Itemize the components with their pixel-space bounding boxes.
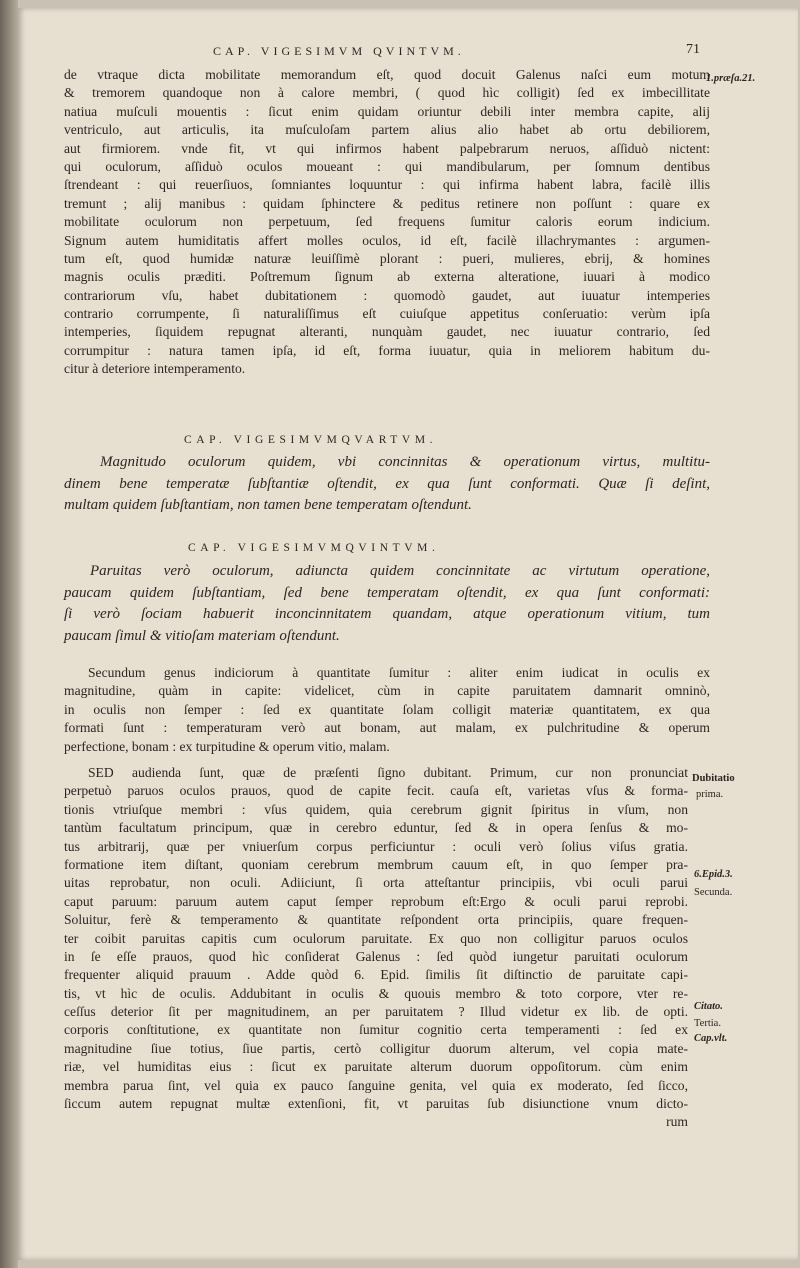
text-line: aut firmiorem. vnde fit, vt qui infirmos habent palpebrarum neruos, aſſiduò nictent: — [64, 140, 710, 156]
italic-line: ſi verò ſociam habuerit inconcinnitatem quandam, atque operationum vitium, tum — [64, 606, 710, 622]
chapter-24-text — [64, 452, 710, 517]
italic-line: paucam quidem ſubſtantiam, ſed bene temperatam oſtendit, ex qua ſunt conformati: — [64, 584, 710, 601]
text-line: formati ſunt : temperaturam verò aut bonam, aut malam, ex pulchritudine & operum — [64, 720, 710, 736]
book-gutter — [0, 0, 18, 1268]
chapter-25-text — [64, 561, 710, 647]
text-line: & tremorem quandoque non à calore membri, ( quod hìc colligit) ſed ex imbecillitate — [64, 85, 710, 101]
text-line: ſtrendeant : qui reuerſiuos, ſomniantes loquuntur : qui infirma habent labra, facilè illis — [64, 177, 710, 193]
margin-note-secunda: Secunda. — [694, 887, 733, 898]
text-line: ceſſus deterior ſit per magnitudinem, an per paruitatem ? Illud videtur ex lib. de opti. — [64, 1004, 688, 1020]
text-line: tus arbitrarij, quæ per vniuerſum corpus perficiuntur : oculi verò ſolius viſus gratia. — [64, 838, 688, 854]
text-line: tremunt ; alij manibus : quidam ſphinctere & peditus retinere non poſſunt : quare ex — [64, 195, 710, 211]
italic-line: multam quidem ſubſtantiam, non tamen bene temperatam oſtendunt. — [64, 497, 472, 513]
text-line: Signum autem humiditatis affert molles oculos, id eſt, facilè illachrymantes : argumen- — [64, 232, 710, 248]
text-line: Secundum genus indiciorum à quantitate ſumitur : aliter enim iudicat in oculis ex — [88, 665, 710, 680]
text-line: tantùm facultatum principum, quæ in cerebro eduntur, ſed & in opera ſenſus & mo- — [64, 820, 688, 836]
text-line: ſiccum autem repugnat multæ extenſioni, fit, vt paruitas ſub disiunctione vnum dicto- — [64, 1096, 688, 1112]
text-line: intemperies, ſiquidem repugnat alteranti, nunquàm gaudet, nec iuuatur contrario, ſed — [64, 324, 710, 340]
text-line: frequenter aliquid prauum . Adde quòd 6. Epid. ſimilis ſit diſtinctio de paruitate capi- — [64, 967, 688, 983]
text-line: magnis oculis præditi. Poſtremum ſignum ab externa alteratione, iuuari à modico — [64, 269, 710, 285]
paragraph-middle — [64, 664, 710, 756]
text-line: Soluitur, ferè & temperamento & quantitate reſpondent orta principiis, quare frequen- — [64, 912, 688, 928]
text-line: perfectione, bonam : ex turpitudine & operum vitio, malam. — [64, 738, 390, 754]
text-line: de vtraque dicta mobilitate memorandum eſt, quod docuit Galenus naſci eum motum — [64, 67, 710, 82]
margin-note-capvlt: Cap.vlt. — [694, 1033, 728, 1044]
text-line: tis, vt hìc de oculis. Addubitant in oculis & quouis membro & toto corpore, vter re- — [64, 985, 688, 1001]
text-line: qui oculorum, aſſiduò oculos moueant : qui mandibularum, per ſomnum dentibus — [64, 158, 710, 174]
text-line: SED audienda ſunt, quæ de præſenti ſigno dubitant. Primum, cur non pronunciat — [88, 765, 688, 780]
text-line: contrariorum vſu, habet dubitationem : quomodò gaudet, aut iuuatur intemperies — [64, 287, 710, 303]
running-head: CAP. VIGESIMVM QVINTVM. — [213, 44, 465, 58]
italic-line: paucam ſimul & vitioſam materiam oſtendunt. — [64, 627, 340, 644]
text-line: ter coibit paruitas capitis cum oculorum paruitate. Ex quo non colligitur paruos oculos — [64, 930, 688, 946]
text-line: tum eſt, quod humidæ naturæ leuiſſimè plorant : pueri, mulieres, ebrij, & homines — [64, 250, 710, 266]
text-line: natiua muſculi mouentis : ſicut enim quidam oriuntur debili inter membra capite, alij — [64, 103, 710, 119]
text-line: magnitudine, quàm in capite: videlicet, cùm in capite paruitatem damnarit omninò, — [64, 683, 710, 699]
margin-note-dubitatio: Dubitatio — [692, 773, 735, 784]
text-line: in ſe eſſe prauos, quod hìc conſiderat Galenus : ſed quòd iungetur paruitati oculorum — [64, 948, 688, 964]
text-line: formatione item diſtant, quoniam cerebrum membrum cauum eſt, in quo ſemper pra- — [64, 856, 688, 872]
text-line: citur à deteriore intemperamento. — [64, 361, 246, 377]
text-line: perpetuò paruos oculos prauos, quod de capite fecit. cauſa eſt, varietas vſus & forma- — [64, 783, 688, 799]
italic-line: Magnitudo oculorum quidem, vbi concinnitas & operationum virtus, multitu- — [100, 454, 710, 470]
text-line: tionis vtriuſque membri : vſus quidem, quia cerebrum gignit ſpiritus in vſum, non — [64, 801, 688, 817]
margin-note-epid: 6.Epid.3. — [694, 869, 733, 880]
text-line: in oculis non ſemper : ſed ex quantitate ſolam colligit materiæ quantitatem, ex qua — [64, 701, 710, 717]
text-line: magnitudine ſiue totius, ſiue partis, certò colligitur duorum alterum, vel copia mate- — [64, 1040, 688, 1056]
text-line: corrumpitur : natura tamen ipſa, id eſt, forma iuuatur, quia in meliorem habitum du- — [64, 342, 710, 358]
margin-note-reference: 1.præſa.21. — [706, 73, 756, 84]
chapter-heading-24: CAP. VIGESIMVMQVARTVM. — [184, 434, 438, 446]
chapter-heading-25: CAP. VIGESIMVMQVINTVM. — [188, 542, 440, 554]
text-line: mobilitate oculorum non perpetuum, ſed frequens ſumitur caloris eorum indicium. — [64, 214, 710, 230]
text-line: ventriculo, aut articulis, ita muſculoſam partem alius alio habet ab ortu debiliorem, — [64, 122, 710, 138]
paragraph-top — [64, 66, 710, 379]
page-number: 71 — [686, 42, 700, 57]
text-line: caput paruum: paruum autem caput ſemper reprobum eſt:Ergo & oculi parui reprobi. — [64, 893, 688, 909]
text-line: riæ, vel humiditas eius : ſicut ex paruitate alterum duorum oppoſitorum. cùm enim — [64, 1059, 688, 1075]
text-line: membra parua ſint, vel quia ex pauco ſanguine genita, vel quia ex moderato, ſed ſicco, — [64, 1077, 688, 1093]
catchword: rum — [666, 1114, 688, 1130]
paragraph-bottom — [64, 764, 688, 1132]
text-line: contrario corrumpente, ſi naturaliſſimus eſt cuiuſque appetitus conſeruatio: verùm ipſa — [64, 306, 710, 322]
text-line: uitas reprobatur, non oculi. Adiiciunt, ſi orta atteſtantur principiis, vbi oculi parui — [64, 875, 688, 891]
italic-line: dinem bene temperatæ ſubſtantiæ oſtendit, ex qua ſunt conformati. Quæ ſi deſint, — [64, 475, 710, 492]
margin-note-prima: prima. — [696, 789, 724, 800]
italic-line: Paruitas verò oculorum, adiuncta quidem concinnitate ac virtutum operatione, — [90, 563, 710, 579]
margin-note-citato: Citato. — [694, 1001, 723, 1012]
margin-note-tertia: Tertia. — [694, 1018, 721, 1029]
text-line: corporis conſtitutione, ex quantitate non ſumitur cognitio certa temperamenti : ſed ex — [64, 1022, 688, 1038]
